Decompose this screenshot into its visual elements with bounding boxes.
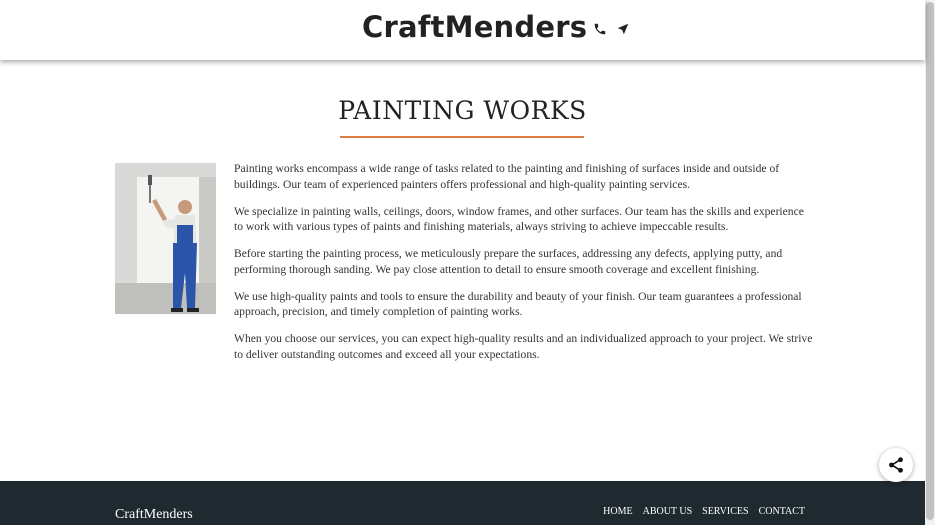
site-logo[interactable]: CraftMenders xyxy=(362,10,588,44)
site-header xyxy=(0,0,925,60)
footer-link-about[interactable]: ABOUT US xyxy=(642,506,693,517)
share-icon xyxy=(887,456,905,474)
paragraph: Before starting the painting process, we meticulously prepare the surfaces, addressing any defects, applying putty, and performing thorough sanding. We pay close attention to detail to ensure smooth coverage and excellent finishing. xyxy=(234,247,783,276)
footer-link-services[interactable]: SERVICES xyxy=(702,506,749,517)
footer-link-home[interactable]: HOME xyxy=(603,506,633,517)
phone-icon[interactable] xyxy=(593,22,607,36)
painter-photo xyxy=(115,163,216,314)
paragraph: When you choose our services, you can expect high-quality results and an individualized approach to your project. We strive to deliver outstanding outcomes and exceed all your expectations. xyxy=(234,332,813,361)
scrollbar-thumb[interactable] xyxy=(926,2,934,520)
share-button[interactable] xyxy=(879,448,913,482)
footer-nav xyxy=(603,506,805,517)
paragraph: We specialize in painting walls, ceilings, doors, window frames, and other surfaces. Our team has the skills and experience to work with various types of paints and finishing materials, always striving to achieve impeccable results. xyxy=(234,204,804,233)
footer-link-contact[interactable]: CONTACT xyxy=(758,506,805,517)
page-scrollbar[interactable] xyxy=(925,0,935,525)
content-text xyxy=(234,161,814,374)
paragraph: Painting works encompass a wide range of tasks related to the painting and finishing of surfaces inside and outside of buildings. Our team of experienced painters offers professional and high-quality painting services. xyxy=(234,162,780,191)
footer-brand[interactable]: CraftMenders xyxy=(115,507,193,522)
site-footer xyxy=(0,481,925,525)
location-arrow-icon[interactable] xyxy=(616,22,630,36)
paragraph: We use high-quality paints and tools to ensure the durability and beauty of your finish. Our team guarantees a professional approach, precision, and timely completion of painting works. xyxy=(234,289,802,318)
page-title: PAINTING WORKS xyxy=(338,96,587,125)
title-underline xyxy=(340,136,584,138)
